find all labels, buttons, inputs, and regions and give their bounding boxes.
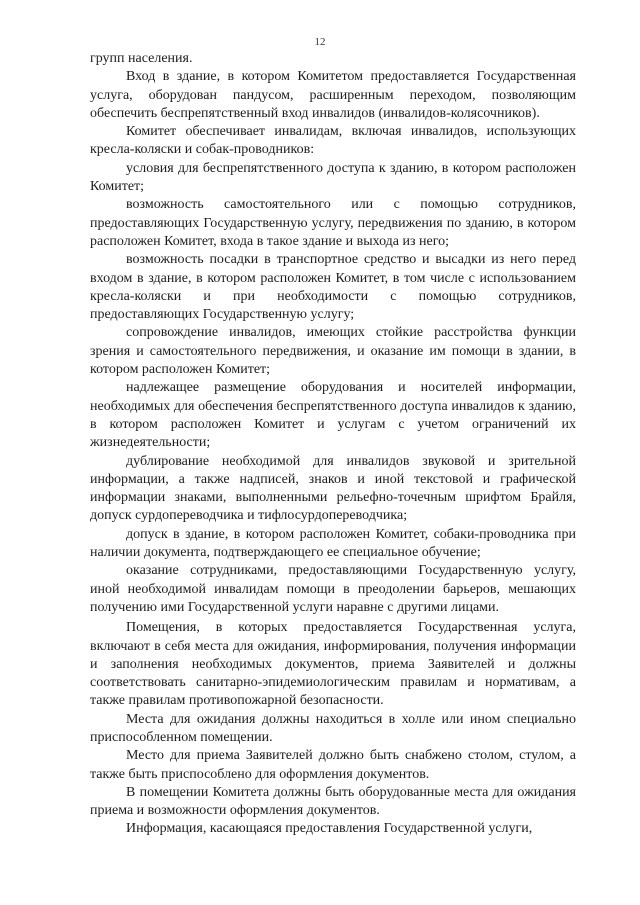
paragraph-15: В помещении Комитета должны быть оборудованные места для ожидания приема и возможности оформления документов.: [90, 784, 576, 819]
paragraph-7: сопровождение инвалидов, имеющих стойкие расстройства функции зрения и самостоятельного передвижения, и оказание им помощи в здании, в котором расположен Комитет;: [90, 325, 576, 378]
paragraph-4: условия для беспрепятственного доступа к зданию, в котором расположен Комитет;: [90, 160, 576, 195]
paragraph-10: допуск в здание, в котором расположен Комитет, собаки-проводника при наличии документа, подтверждающего ее специальное обучение;: [90, 526, 576, 561]
paragraph-5: возможность самостоятельного или с помощью сотрудников, предоставляющих Государственную услугу, передвижения по зданию, в котором расположен Комитет, входа в такое здание и выхода из него;: [90, 197, 576, 249]
paragraph-12: Помещения, в которых предоставляется Государственная услуга, включают в себя места для ожидания, информирования, получения информации и заполнения необходимых документов, приема Заявителей и должны соответствовать санитарно-эпидемиологическим правилам и нормативам, а также правилам противопожарной безопасности.: [90, 620, 576, 709]
paragraph-11: оказание сотрудниками, предоставляющими Государственную услугу, иной необходимой инвалидам помощи в преодолении барьеров, мешающих получению ими Государственной услуги наравне с другими лицами.: [90, 563, 576, 615]
paragraph-3: Комитет обеспечивает инвалидам, включая инвалидов, использующих кресла-коляски и собак-проводников:: [90, 124, 576, 158]
paragraph-9: дублирование необходимой для инвалидов звуковой и зрительной информации, а также надписей, знаков и иной текстовой и графической информации знаками, выполненными рельефно-точечным шрифтом Брайля, допуск сурдопереводчика и тифлосурдопереводчика;: [90, 453, 576, 524]
paragraph-6: возможность посадки в транспортное средство и высадки из него перед входом в здание, в котором расположен Комитет, в том числе с использованием кресла-коляски и при необходимости с помощью сотрудников, предоставляющих Государственную услугу;: [90, 252, 576, 323]
paragraph-16: Информация, касающаяся предоставления Государственной услуги,: [126, 821, 533, 837]
document-body: [90, 50, 576, 839]
page-number: 12: [314, 36, 326, 48]
paragraph-13: Места для ожидания должны находиться в холле или ином специально приспособленном помещении.: [90, 711, 576, 745]
paragraph-8: надлежащее размещение оборудования и носителей информации, необходимых для обеспечения беспрепятственного доступа инвалидов к зданию, в котором расположен Комитет и услугам с учетом ограничений их жизнедеятельности;: [90, 380, 576, 451]
paragraph-2: Вход в здание, в котором Комитетом предоставляется Государственная услуга, оборудован пандусом, расширенным переходом, позволяющим обеспечить беспрепятственный вход инвалидов (инвалидов-колясочников).: [90, 69, 576, 121]
paragraph-14: Место для приема Заявителей должно быть снабжено столом, стулом, а также быть приспособлено для оформления документов.: [90, 748, 576, 782]
paragraph-1: групп населения.: [90, 51, 193, 66]
